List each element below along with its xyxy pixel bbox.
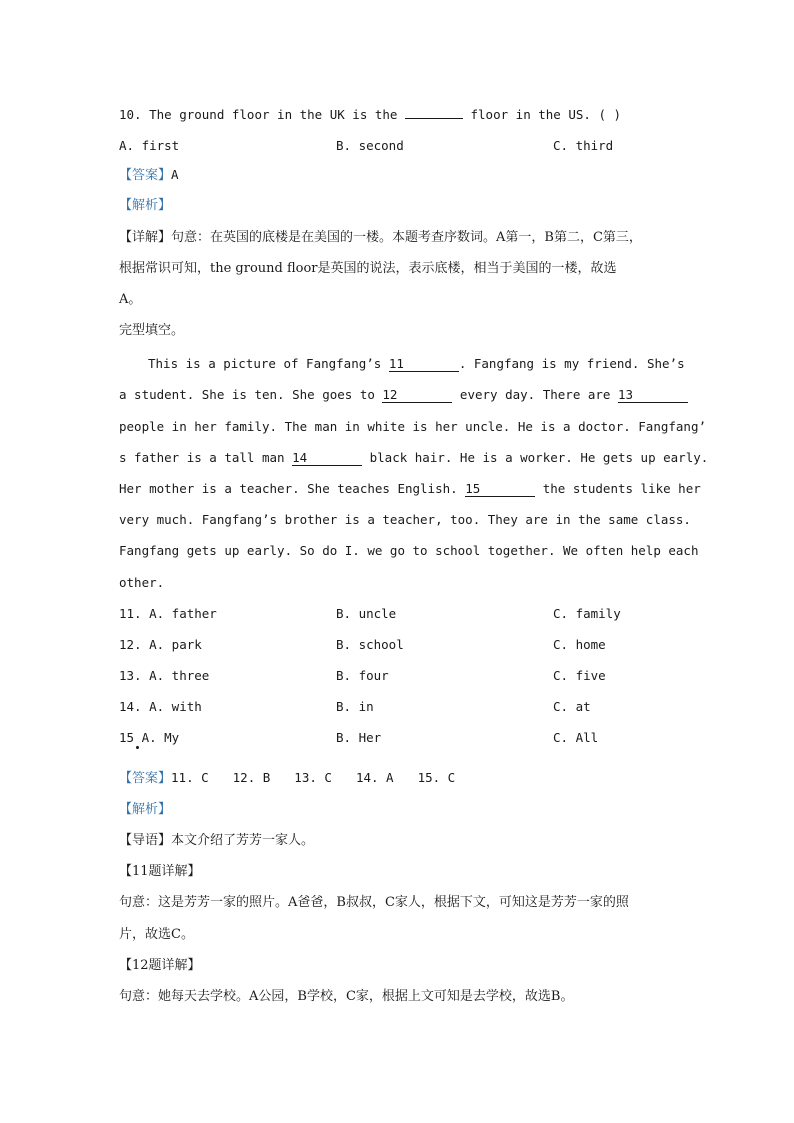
analysis-tag: 【解析】 [119, 198, 172, 213]
detail-10-line-1: 【详解】句意：在英国的底楼是在美国的一楼。本题考查序数词。A第一，B第二，C第三， [119, 230, 642, 245]
detail-11-title: 【11题详解】 [119, 864, 201, 879]
passage-line-1: This is a picture of Fangfang’s 11 . Fangfang is my friend. She’s [148, 356, 685, 371]
q11-option-b: B. uncle [336, 606, 397, 621]
detail-10-line-3: A。 [119, 292, 142, 307]
passage-line-6: very much. Fangfang’s brother is a teacher, too. They are in the same class. [119, 512, 691, 527]
detail-11-line-2: 片，故选C。 [119, 927, 194, 942]
q10-blank [405, 118, 463, 119]
blank-14: 14 [292, 450, 362, 466]
q11-option-a: 11. A. father [119, 606, 217, 621]
detail-12-title: 【12题详解】 [119, 958, 201, 973]
guide-tag: 【导语】 [119, 833, 172, 848]
passage-line-7: Fangfang gets up early. So do I. we go to school together. We often help each [119, 543, 699, 558]
question-10 [119, 106, 621, 124]
section-title: 完型填空。 [119, 323, 185, 338]
passage-line-4: s father is a tall man 14 black hair. He is a worker. He gets up early. [119, 450, 709, 465]
q15-option-b: B. Her [336, 730, 382, 745]
detail-10-line-2: 根据常识可知，the ground floor是英国的说法，表示底楼，相当于美国的一楼，故选 [119, 261, 617, 276]
answer-tag: 【答案】 [119, 771, 172, 786]
q12-option-a: 12. A. park [119, 637, 202, 652]
blank-12: 12 [382, 387, 452, 403]
q10-option-c: C. third [553, 138, 614, 153]
answers-11-15: 【答案】11. C 12. B 13. C 14. A 15. C [119, 770, 456, 786]
q15-option-a: 15 A. My [119, 730, 180, 745]
q15-option-c: C. All [553, 730, 599, 745]
passage-line-8: other. [119, 575, 165, 590]
blank-11: 11 [389, 356, 459, 372]
q13-option-c: C. five [553, 668, 606, 683]
q10-stem-post: floor in the US. ( ) [462, 107, 622, 122]
analysis-tag-2: 【解析】 [119, 802, 172, 817]
detail-tag: 【详解】 [119, 230, 172, 245]
q13-option-b: B. four [336, 668, 389, 683]
passage-line-5: Her mother is a teacher. She teaches English. 15 the students like her [119, 481, 701, 496]
passage-line-3: people in her family. The man in white is her uncle. He is a doctor. Fangfang’ [119, 419, 706, 434]
q11-option-c: C. family [553, 606, 621, 621]
passage-line-2: a student. She is ten. She goes to 12 every day. There are 13 [119, 386, 675, 404]
q10-option-b: B. second [336, 138, 404, 153]
q13-option-a: 13. A. three [119, 668, 210, 683]
blank-13: 13 [618, 387, 688, 403]
q12-option-b: B. school [336, 637, 404, 652]
q10-option-a: A. first [119, 138, 180, 153]
detail-11-line-1: 句意：这是芳芳一家的照片。A爸爸，B叔叔，C家人，根据下文，可知这是芳芳一家的照 [119, 895, 629, 910]
guide-line: 【导语】本文介绍了芳芳一家人。 [119, 833, 315, 848]
q12-option-c: C. home [553, 637, 606, 652]
q14-option-a: 14. A. with [119, 699, 202, 714]
q14-option-c: C. at [553, 699, 591, 714]
detail-12-line-1: 句意：她每天去学校。A公园，B学校，C家，根据上文可知是去学校，故选B。 [119, 989, 574, 1004]
answer-10 [119, 166, 179, 185]
q10-stem-pre: 10. The ground floor in the UK is the [119, 107, 405, 122]
blank-15: 15 [465, 481, 535, 497]
stray-dot [136, 746, 139, 749]
answer-value: A [171, 167, 179, 182]
answer-tag: 【答案】 [119, 168, 172, 183]
q14-option-b: B. in [336, 699, 374, 714]
